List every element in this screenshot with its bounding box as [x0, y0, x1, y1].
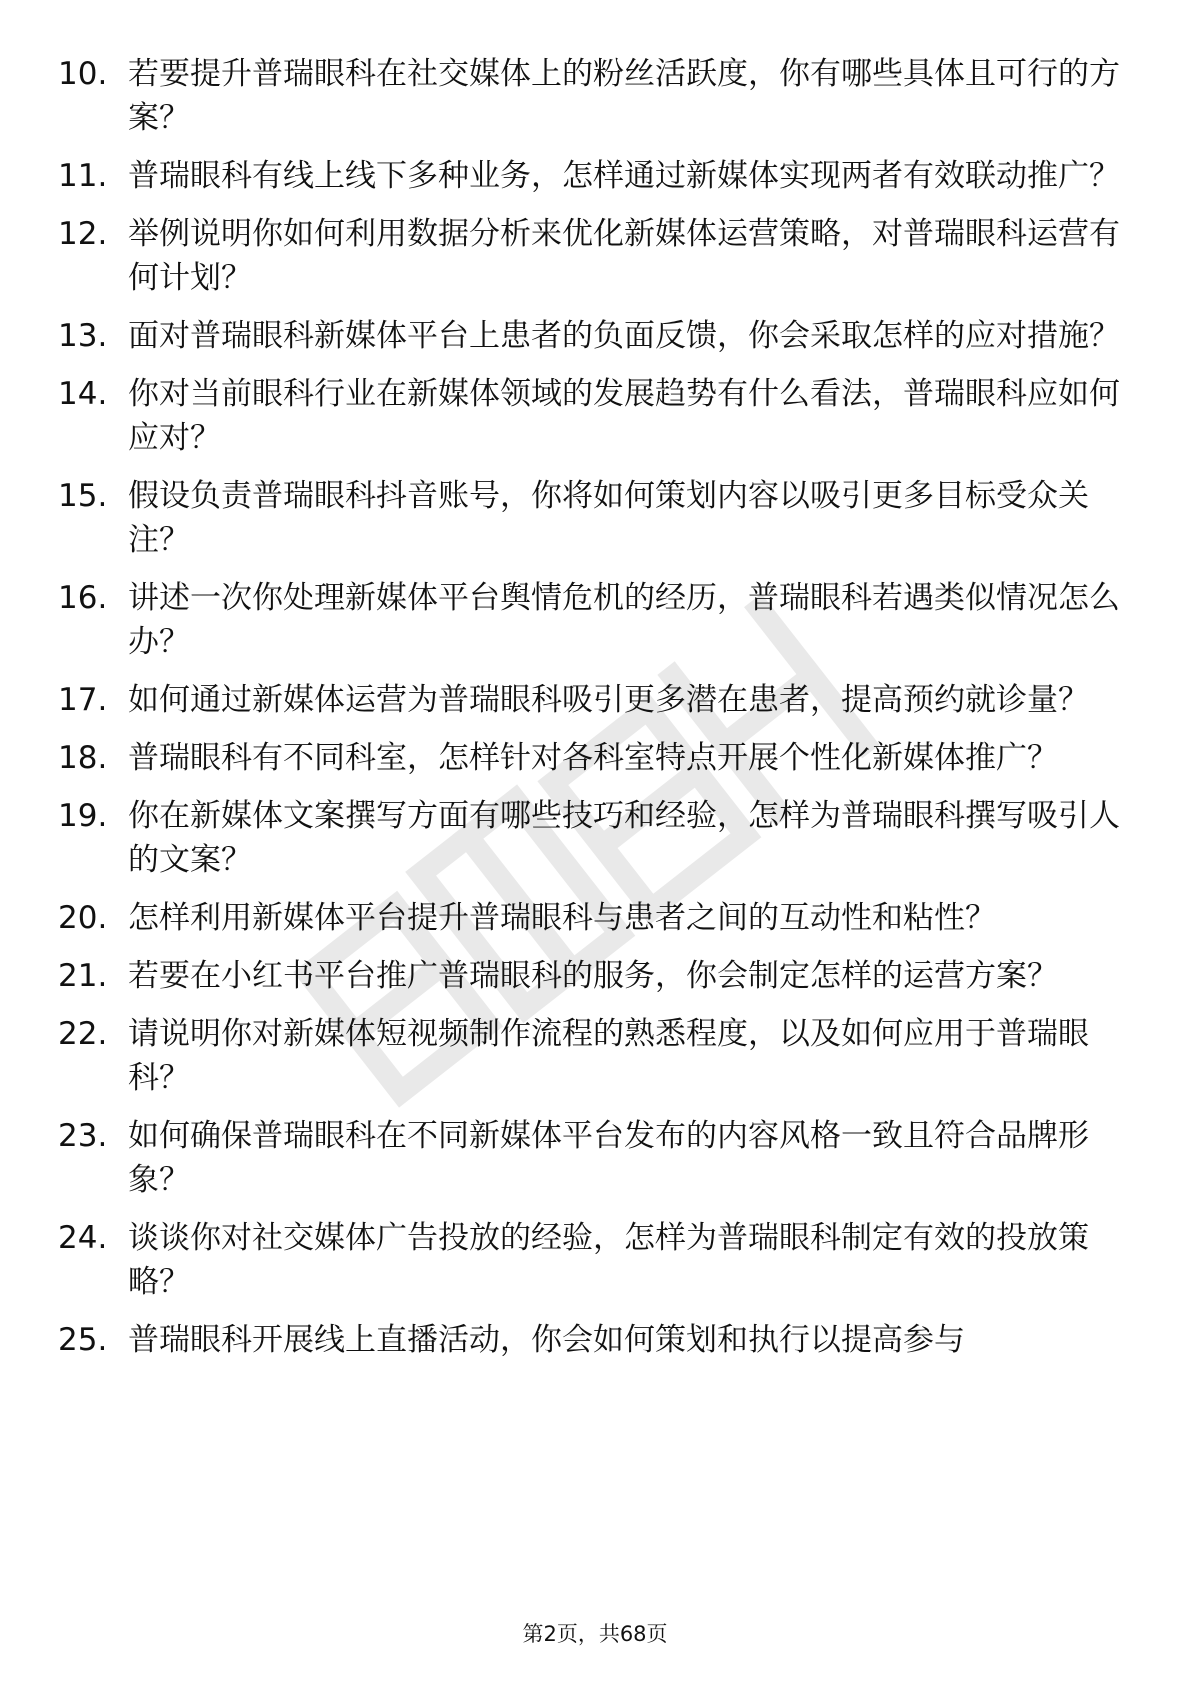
item-text: 普瑞眼科开展线上直播活动，你会如何策划和执行以提高参与	[128, 1322, 965, 1358]
list-item	[58, 474, 1128, 562]
list-item	[58, 1012, 1128, 1100]
item-number: 24.	[58, 1220, 108, 1256]
item-number: 19.	[58, 798, 108, 834]
item-text: 你对当前眼科行业在新媒体领域的发展趋势有什么看法，普瑞眼科应如何应对？	[128, 376, 1120, 456]
item-text: 普瑞眼科有线上线下多种业务，怎样通过新媒体实现两者有效联动推广？	[128, 158, 1120, 194]
item-number: 16.	[58, 580, 108, 616]
list-item	[58, 1318, 1128, 1362]
list-item	[58, 212, 1128, 300]
item-number: 23.	[58, 1118, 108, 1154]
list-item	[58, 736, 1128, 780]
list-item	[58, 52, 1128, 140]
item-text: 面对普瑞眼科新媒体平台上患者的负面反馈，你会采取怎样的应对措施？	[128, 318, 1120, 354]
item-text: 怎样利用新媒体平台提升普瑞眼科与患者之间的互动性和粘性？	[128, 900, 996, 936]
item-number: 25.	[58, 1322, 108, 1358]
item-number: 10.	[58, 56, 108, 92]
item-number: 18.	[58, 740, 108, 776]
item-text: 举例说明你如何利用数据分析来优化新媒体运营策略，对普瑞眼科运营有何计划？	[128, 216, 1120, 296]
item-text: 若要提升普瑞眼科在社交媒体上的粉丝活跃度，你有哪些具体且可行的方案？	[128, 56, 1120, 136]
item-text: 谈谈你对社交媒体广告投放的经验，怎样为普瑞眼科制定有效的投放策略？	[128, 1220, 1089, 1300]
list-item	[58, 954, 1128, 998]
item-text: 假设负责普瑞眼科抖音账号，你将如何策划内容以吸引更多目标受众关注？	[128, 478, 1089, 558]
list-item	[58, 372, 1128, 460]
item-number: 20.	[58, 900, 108, 936]
item-number: 22.	[58, 1016, 108, 1052]
item-number: 15.	[58, 478, 108, 514]
item-number: 21.	[58, 958, 108, 994]
question-list	[58, 52, 1128, 1376]
item-number: 12.	[58, 216, 108, 252]
list-item	[58, 794, 1128, 882]
list-item	[58, 154, 1128, 198]
item-text: 讲述一次你处理新媒体平台舆情危机的经历，普瑞眼科若遇类似情况怎么办？	[128, 580, 1120, 660]
item-text: 如何确保普瑞眼科在不同新媒体平台发布的内容风格一致且符合品牌形象？	[128, 1118, 1089, 1198]
page-footer: 第2页，共68页	[522, 1622, 668, 1646]
item-text: 若要在小红书平台推广普瑞眼科的服务，你会制定怎样的运营方案？	[128, 958, 1058, 994]
list-item	[58, 576, 1128, 664]
item-text: 如何通过新媒体运营为普瑞眼科吸引更多潜在患者，提高预约就诊量？	[128, 682, 1089, 718]
item-number: 17.	[58, 682, 108, 718]
list-item	[58, 678, 1128, 722]
list-item	[58, 896, 1128, 940]
item-number: 13.	[58, 318, 108, 354]
item-text: 请说明你对新媒体短视频制作流程的熟悉程度，以及如何应用于普瑞眼科？	[128, 1016, 1089, 1096]
item-number: 14.	[58, 376, 108, 412]
item-text: 你在新媒体文案撰写方面有哪些技巧和经验，怎样为普瑞眼科撰写吸引人的文案？	[128, 798, 1120, 878]
list-item	[58, 314, 1128, 358]
list-item	[58, 1216, 1128, 1304]
list-item	[58, 1114, 1128, 1202]
item-number: 11.	[58, 158, 108, 194]
item-text: 普瑞眼科有不同科室，怎样针对各科室特点开展个性化新媒体推广？	[128, 740, 1058, 776]
